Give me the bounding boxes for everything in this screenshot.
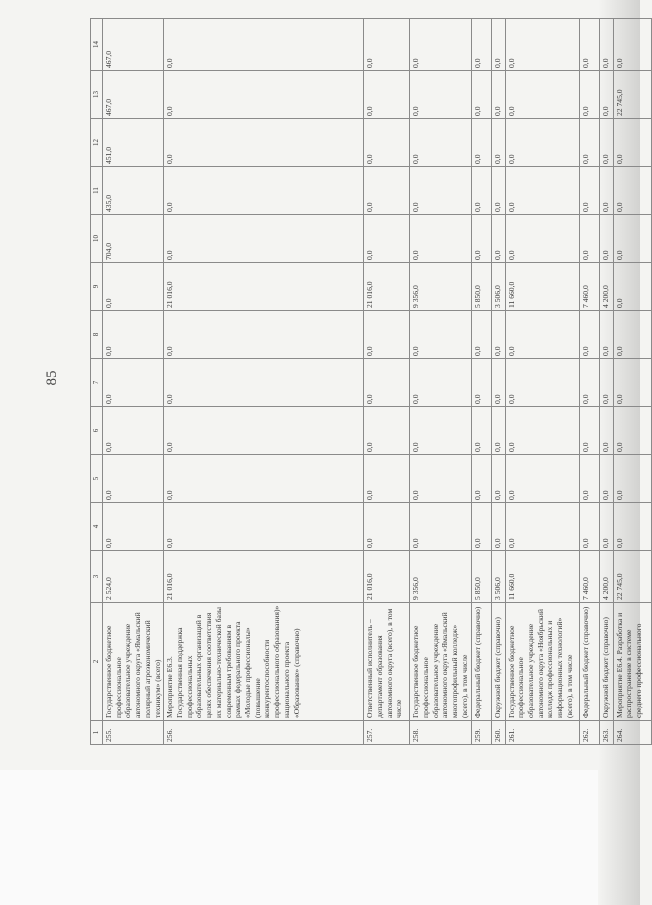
row-description: Государственное бюджетное профессиональное образовательное учреждение автономного округа «Ямальский полярный агроэкономический техникум» (всего) <box>102 603 163 721</box>
table-row <box>364 19 410 745</box>
table-row <box>102 19 163 745</box>
funding-value: 3 506,0 <box>491 551 505 603</box>
funding-value: 0,0 <box>491 311 505 359</box>
funding-value: 0,0 <box>364 119 410 167</box>
funding-value: 21 016,0 <box>364 551 410 603</box>
column-number: 5 <box>91 455 103 503</box>
funding-value: 0,0 <box>102 263 163 311</box>
column-number: 2 <box>91 603 103 721</box>
table-row <box>599 19 613 745</box>
funding-value: 467,0 <box>102 71 163 119</box>
funding-value: 7 460,0 <box>579 551 599 603</box>
funding-value: 0,0 <box>613 359 651 407</box>
funding-value: 3 506,0 <box>491 263 505 311</box>
funding-value: 0,0 <box>579 503 599 551</box>
funding-value: 5 850,0 <box>471 263 491 311</box>
funding-value: 0,0 <box>579 167 599 215</box>
row-number: 261. <box>505 721 579 745</box>
funding-value: 0,0 <box>579 407 599 455</box>
funding-value: 0,0 <box>364 503 410 551</box>
row-number: 258. <box>410 721 471 745</box>
funding-value: 0,0 <box>102 407 163 455</box>
row-description: Ответственный исполнитель – департамент образования автономного округа (всего), в том числе <box>364 603 410 721</box>
column-number: 13 <box>91 71 103 119</box>
funding-value: 0,0 <box>505 455 579 503</box>
funding-value: 0,0 <box>505 503 579 551</box>
funding-value: 0,0 <box>410 311 471 359</box>
table-row <box>471 19 491 745</box>
funding-value: 0,0 <box>599 503 613 551</box>
funding-value: 0,0 <box>410 19 471 71</box>
funding-value: 0,0 <box>471 167 491 215</box>
row-number: 260. <box>491 721 505 745</box>
row-number: 259. <box>471 721 491 745</box>
funding-value: 0,0 <box>102 359 163 407</box>
column-number: 4 <box>91 503 103 551</box>
funding-value: 21 016,0 <box>164 551 364 603</box>
funding-value: 0,0 <box>491 503 505 551</box>
funding-value: 0,0 <box>364 359 410 407</box>
funding-value: 0,0 <box>364 455 410 503</box>
row-description: Федеральный бюджет (справочно) <box>579 603 599 721</box>
row-number: 263. <box>599 721 613 745</box>
funding-value: 0,0 <box>599 311 613 359</box>
funding-value: 0,0 <box>505 119 579 167</box>
column-number: 12 <box>91 119 103 167</box>
funding-value: 0,0 <box>491 359 505 407</box>
funding-value: 0,0 <box>164 19 364 71</box>
funding-value: 0,0 <box>364 167 410 215</box>
funding-value: 21 016,0 <box>364 263 410 311</box>
funding-value: 0,0 <box>599 455 613 503</box>
column-number: 8 <box>91 311 103 359</box>
funding-value: 0,0 <box>613 503 651 551</box>
funding-value: 0,0 <box>579 455 599 503</box>
funding-value: 704,0 <box>102 215 163 263</box>
column-number: 6 <box>91 407 103 455</box>
funding-value: 0,0 <box>505 167 579 215</box>
funding-value: 0,0 <box>102 455 163 503</box>
funding-value: 0,0 <box>164 215 364 263</box>
funding-value: 0,0 <box>505 407 579 455</box>
table-row <box>579 19 599 745</box>
row-number: 255. <box>102 721 163 745</box>
row-number: 256. <box>164 721 364 745</box>
funding-value: 0,0 <box>364 71 410 119</box>
funding-value: 0,0 <box>410 359 471 407</box>
table-row <box>491 19 505 745</box>
funding-value: 0,0 <box>491 119 505 167</box>
funding-value: 4 200,0 <box>599 263 613 311</box>
funding-value: 0,0 <box>579 19 599 71</box>
table-row <box>410 19 471 745</box>
funding-value: 0,0 <box>599 71 613 119</box>
funding-value: 0,0 <box>471 455 491 503</box>
funding-value: 0,0 <box>102 503 163 551</box>
funding-value: 0,0 <box>613 263 651 311</box>
funding-value: 0,0 <box>102 311 163 359</box>
funding-value: 0,0 <box>164 455 364 503</box>
table-row <box>505 19 579 745</box>
funding-value: 22 745,0 <box>613 551 651 603</box>
column-number: 7 <box>91 359 103 407</box>
row-description: Государственное бюджетное профессиональное образовательное учреждение автономного округа «Ноябрьский колледж профессиональных и информационных технологий» (всего), в том числе <box>505 603 579 721</box>
funding-value: 0,0 <box>505 311 579 359</box>
funding-value: 9 356,0 <box>410 263 471 311</box>
column-number: 10 <box>91 215 103 263</box>
funding-value: 0,0 <box>364 215 410 263</box>
funding-value: 0,0 <box>613 407 651 455</box>
funding-value: 0,0 <box>491 19 505 71</box>
funding-value: 2 524,0 <box>102 551 163 603</box>
column-number: 9 <box>91 263 103 311</box>
funding-value: 0,0 <box>471 311 491 359</box>
row-number: 257. <box>364 721 410 745</box>
funding-value: 5 850,0 <box>471 551 491 603</box>
funding-value: 0,0 <box>471 407 491 455</box>
funding-value: 0,0 <box>471 119 491 167</box>
row-description: Окружной бюджет (справочно) <box>491 603 505 721</box>
funding-value: 0,0 <box>505 71 579 119</box>
funding-value: 11 660,0 <box>505 263 579 311</box>
funding-value: 0,0 <box>491 215 505 263</box>
funding-value: 0,0 <box>613 19 651 71</box>
funding-value: 0,0 <box>164 311 364 359</box>
funding-value: 0,0 <box>164 407 364 455</box>
funding-value: 0,0 <box>471 359 491 407</box>
funding-value: 0,0 <box>471 71 491 119</box>
rotated-table-container <box>90 19 644 745</box>
funding-value: 22 745,0 <box>613 71 651 119</box>
funding-value: 467,0 <box>102 19 163 71</box>
funding-value: 11 660,0 <box>505 551 579 603</box>
funding-value: 0,0 <box>410 215 471 263</box>
funding-value: 0,0 <box>491 71 505 119</box>
funding-value: 0,0 <box>410 119 471 167</box>
funding-value: 0,0 <box>613 311 651 359</box>
funding-value: 0,0 <box>613 167 651 215</box>
funding-value: 0,0 <box>579 215 599 263</box>
funding-value: 4 200,0 <box>599 551 613 603</box>
column-number: 3 <box>91 551 103 603</box>
funding-value: 0,0 <box>471 19 491 71</box>
funding-value: 0,0 <box>364 407 410 455</box>
funding-value: 0,0 <box>599 167 613 215</box>
row-description: Окружной бюджет (справочно) <box>599 603 613 721</box>
row-description: Государственное бюджетное профессиональное образовательное учреждение автономного округа «Ямальский многопрофильный колледж» (всего), в том числе <box>410 603 471 721</box>
funding-value: 0,0 <box>505 19 579 71</box>
funding-value: 435,0 <box>102 167 163 215</box>
funding-value: 0,0 <box>579 71 599 119</box>
table-row <box>164 19 364 745</box>
funding-value: 0,0 <box>505 359 579 407</box>
funding-value: 0,0 <box>164 119 364 167</box>
funding-value: 0,0 <box>599 215 613 263</box>
funding-value: 0,0 <box>471 215 491 263</box>
funding-value: 7 460,0 <box>579 263 599 311</box>
funding-value: 0,0 <box>364 311 410 359</box>
row-description: Мероприятие Е6.3. Государственная поддержка профессиональных образовательных организаций в целях обеспечения соответствия их материально-технической базы современным требованиям в рамках федерального проекта «Молодые профессионалы» (повышение конкурентоспособности профессионального образования)» национального проекта «Образование» (справочно) <box>164 603 364 721</box>
row-number: 264. <box>613 721 651 745</box>
funding-value: 9 356,0 <box>410 551 471 603</box>
funding-value: 0,0 <box>613 119 651 167</box>
funding-value: 0,0 <box>579 359 599 407</box>
funding-value: 0,0 <box>491 407 505 455</box>
funding-value: 0,0 <box>491 455 505 503</box>
funding-value: 0,0 <box>599 359 613 407</box>
funding-value: 0,0 <box>599 119 613 167</box>
column-number: 1 <box>91 721 103 745</box>
funding-value: 21 016,0 <box>164 263 364 311</box>
funding-value: 0,0 <box>164 71 364 119</box>
funding-value: 0,0 <box>613 455 651 503</box>
funding-value: 0,0 <box>410 407 471 455</box>
funding-value: 0,0 <box>164 503 364 551</box>
row-number: 262. <box>579 721 599 745</box>
funding-value: 0,0 <box>471 503 491 551</box>
column-number-row <box>91 19 103 745</box>
funding-value: 0,0 <box>410 167 471 215</box>
budget-table <box>90 18 652 745</box>
funding-value: 0,0 <box>579 119 599 167</box>
funding-value: 0,0 <box>410 71 471 119</box>
funding-value: 0,0 <box>579 311 599 359</box>
funding-value: 0,0 <box>599 19 613 71</box>
funding-value: 0,0 <box>164 359 364 407</box>
funding-value: 0,0 <box>491 167 505 215</box>
row-description: Федеральный бюджет (справочно) <box>471 603 491 721</box>
row-description: Мероприятие Е6.4. Разработка и распространение в системе среднего профессионального <box>613 603 651 721</box>
column-number: 14 <box>91 19 103 71</box>
funding-value: 0,0 <box>505 215 579 263</box>
funding-value: 0,0 <box>410 455 471 503</box>
funding-value: 0,0 <box>410 503 471 551</box>
column-number: 11 <box>91 167 103 215</box>
funding-value: 451,0 <box>102 119 163 167</box>
page-number: 85 <box>44 370 60 386</box>
table-row <box>613 19 651 745</box>
funding-value: 0,0 <box>164 167 364 215</box>
funding-value: 0,0 <box>599 407 613 455</box>
funding-value: 0,0 <box>364 19 410 71</box>
funding-value: 0,0 <box>613 215 651 263</box>
